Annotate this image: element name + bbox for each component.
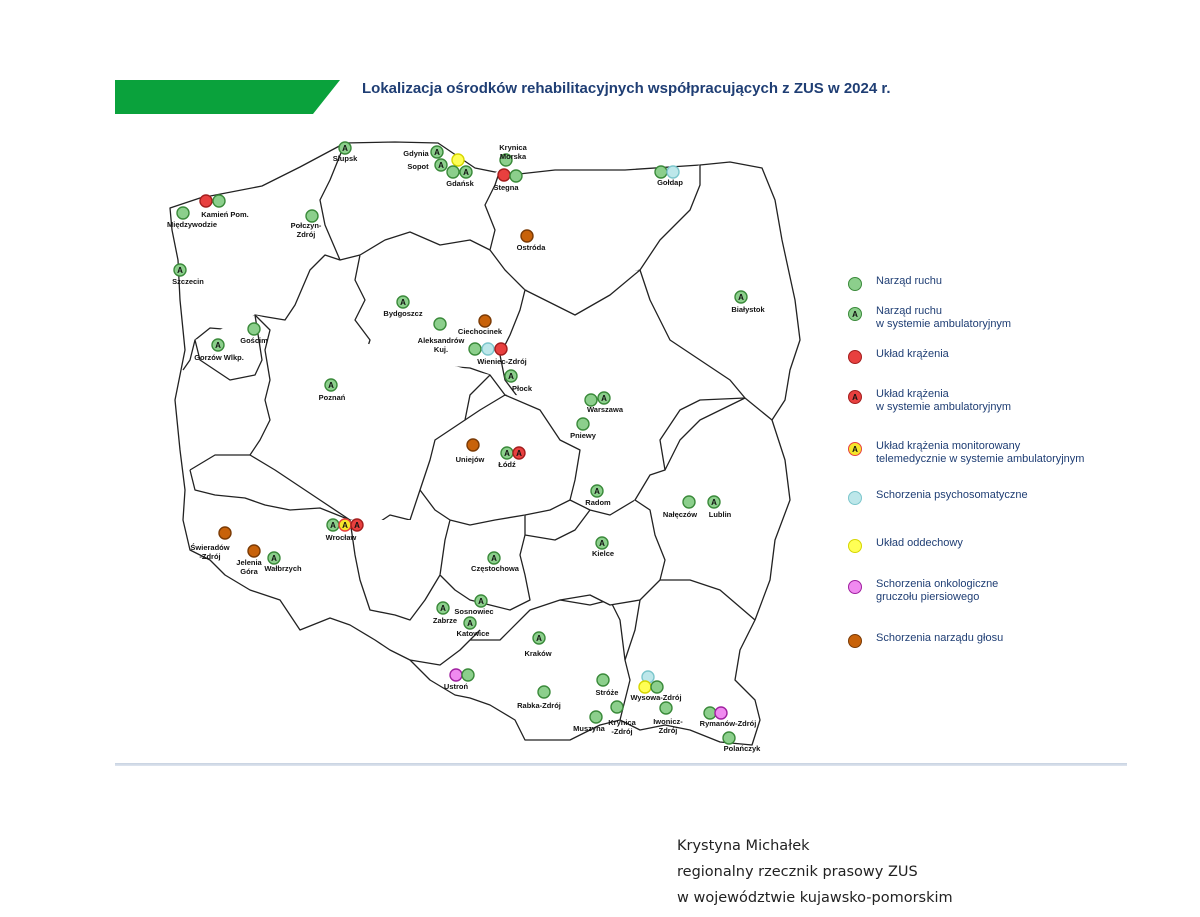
legend-item-narzad-ruchu-amb [848, 305, 1011, 331]
city-label-line: Krynica [499, 143, 527, 152]
site-marker [715, 707, 727, 719]
site-marker [177, 207, 189, 219]
site-marker [447, 166, 459, 178]
site-marker [248, 545, 260, 557]
city-label: Poznań [318, 393, 346, 402]
city-label: Międzywodzie [166, 220, 218, 229]
marker-letter: A [354, 521, 360, 530]
legend-label: Układ oddechowy [876, 537, 963, 549]
site-marker [521, 230, 533, 242]
bottom-divider [115, 763, 1127, 766]
site-marker [651, 681, 663, 693]
city-label: Ciechocinek [457, 327, 503, 336]
site-marker [219, 527, 231, 539]
site-marker [200, 195, 212, 207]
legend-label: Układ krążenia [876, 348, 949, 360]
green-circle-icon [848, 277, 862, 291]
site-marker [723, 732, 735, 744]
marker-letter: A [536, 634, 542, 643]
city-label [608, 718, 636, 736]
orange-circle-icon [848, 634, 862, 648]
marker-letter: A [328, 381, 334, 390]
city-label: Gdynia [403, 149, 429, 158]
site-marker [683, 496, 695, 508]
site-marker [538, 686, 550, 698]
site-marker [660, 702, 672, 714]
site-marker [467, 439, 479, 451]
city-label: Wrocław [325, 533, 357, 542]
city-label: Gdańsk [446, 179, 474, 188]
site-marker [462, 669, 474, 681]
city-label: Ostróda [516, 243, 546, 252]
legend-item-psychosomatyczne [848, 489, 1028, 505]
city-label: Białystok [731, 305, 765, 314]
city-label: Uniejów [455, 455, 485, 464]
green-a-circle-icon: A [848, 307, 862, 321]
city-label: Wieniec-Zdrój [477, 357, 527, 366]
site-marker [655, 166, 667, 178]
marker-letter: A [738, 293, 744, 302]
legend-item-narzad-ruchu [848, 275, 942, 291]
legend-label: Schorzenia psychosomatyczne [876, 489, 1028, 501]
city-label-line: -Zdrój [199, 552, 221, 561]
city-label: Gorzów Wlkp. [194, 353, 244, 362]
city-label [499, 143, 527, 161]
marker-letter: A [434, 148, 440, 157]
marker-letter: A [400, 298, 406, 307]
city-label-line: Góra [240, 567, 258, 576]
city-label: Ustroń [443, 682, 469, 691]
city-label: Rabka-Zdrój [517, 701, 561, 710]
site-marker [639, 681, 651, 693]
legend-item-monitorowany [848, 440, 1084, 466]
site-marker [452, 154, 464, 166]
marker-letter: A [438, 161, 444, 170]
city-label: Bydgoszcz [383, 309, 423, 318]
city-label: Sopot [407, 162, 429, 171]
legend-item-oddechowy [848, 537, 963, 553]
city-label: Muszyna [573, 724, 605, 733]
legend-label: Schorzenia narządu głosu [876, 632, 1004, 644]
legend-label: Narząd ruchu [876, 275, 943, 287]
city-label: Wysowa-Zdrój [630, 693, 682, 702]
city-label-line: Morska [499, 152, 527, 161]
legend-item-onkologiczne [848, 578, 998, 604]
city-label: Kielce [591, 549, 615, 558]
site-marker [213, 195, 225, 207]
red-circle-icon [848, 350, 862, 364]
site-marker [577, 418, 589, 430]
site-marker [482, 343, 494, 355]
marker-letter: A [508, 372, 514, 381]
city-label: Stegna [493, 183, 519, 192]
site-marker [704, 707, 716, 719]
legend-item-narzad-glosu [848, 632, 1003, 648]
city-label: Zabrze [432, 616, 458, 625]
city-label: Gołdap [657, 178, 683, 187]
site-marker [597, 674, 609, 686]
marker-letter: A [711, 498, 717, 507]
signature [677, 833, 953, 911]
yellow-circle-icon [848, 539, 862, 553]
city-label: Kamień Pom. [201, 210, 249, 219]
city-label-line: Kuj. [433, 345, 449, 354]
marker-letter: A [330, 521, 336, 530]
city-label: Kraków [524, 649, 552, 658]
site-marker [434, 318, 446, 330]
legend-label: Układ krążenia monitorowany telemedycznie w systemie ambulatoryjnym [876, 440, 1085, 465]
city-label-line: Iwonicz- [653, 717, 683, 726]
legend-label: Schorzenia onkologiczne gruczołu piersiowego [876, 578, 999, 603]
city-label: Gościm [240, 336, 268, 345]
city-label: Sosnowiec [454, 607, 494, 616]
site-marker [611, 701, 623, 713]
site-marker [248, 323, 260, 335]
city-label: Nałęczów [662, 510, 698, 519]
city-label: Lublin [708, 510, 732, 519]
marker-letter: A [478, 597, 484, 606]
city-label-line: Zdrój [296, 230, 316, 239]
city-label: Szczecin [172, 277, 204, 286]
city-label-line: Jelenia [236, 558, 262, 567]
city-label: Polańczyk [723, 744, 761, 753]
site-marker [450, 669, 462, 681]
site-marker [469, 343, 481, 355]
city-label: Słupsk [332, 154, 358, 163]
city-label: Łódź [498, 460, 516, 469]
city-label: Wałbrzych [264, 564, 302, 573]
site-marker [590, 711, 602, 723]
city-label: Płock [511, 384, 533, 393]
marker-letter: A [342, 521, 348, 530]
city-label-line: -Zdrój [611, 727, 633, 736]
city-label: Stróże [595, 688, 619, 697]
city-label: Radom [585, 498, 611, 507]
marker-letter: A [271, 554, 277, 563]
signature-role: regionalny rzecznik prasowy ZUS [677, 864, 918, 880]
city-label-line: Aleksandrów [417, 336, 465, 345]
marker-letter: A [594, 487, 600, 496]
red-a-circle-icon: A [848, 390, 862, 404]
marker-letter: A [504, 449, 510, 458]
city-label-line: Zdrój [658, 726, 678, 735]
city-label-line: Połczyn- [290, 221, 322, 230]
lightblue-circle-icon [848, 491, 862, 505]
map-title: Lokalizacja ośrodków rehabilitacyjnych współpracujących z ZUS w 2024 r. [362, 80, 891, 97]
city-label: Częstochowa [471, 564, 519, 573]
city-label: Rymanów-Zdrój [699, 719, 757, 728]
marker-letter: A [440, 604, 446, 613]
yellow-a-circle-icon: A [848, 442, 862, 456]
city-label: Katowice [456, 629, 490, 638]
city-label: Pniewy [570, 431, 596, 440]
marker-letter: A [342, 144, 348, 153]
legend-label: Układ krążenia w systemie ambulatoryjnym [876, 388, 1012, 413]
marker-letter: A [215, 341, 221, 350]
marker-letter: A [177, 266, 183, 275]
city-label-line: Krynica [608, 718, 636, 727]
site-marker [479, 315, 491, 327]
marker-letter: A [599, 539, 605, 548]
signature-region: w województwie kujawsko-pomorskim [677, 890, 953, 906]
marker-letter: A [467, 619, 473, 628]
site-marker [667, 166, 679, 178]
city-label-line: Świeradów [190, 543, 230, 552]
marker-letter: A [601, 394, 607, 403]
marker-letter: A [516, 449, 522, 458]
legend-item-uklad-krazenia [848, 348, 949, 364]
site-marker [510, 170, 522, 182]
marker-letter: A [491, 554, 497, 563]
legend-label: Narząd ruchu w systemie ambulatoryjnym [876, 305, 1012, 330]
site-marker [495, 343, 507, 355]
pink-circle-icon [848, 580, 862, 594]
marker-letter: A [463, 168, 469, 177]
legend-item-uklad-krazenia-amb [848, 388, 1011, 414]
site-marker [498, 169, 510, 181]
signature-name: Krystyna Michałek [677, 838, 810, 854]
city-label: Warszawa [587, 405, 623, 414]
